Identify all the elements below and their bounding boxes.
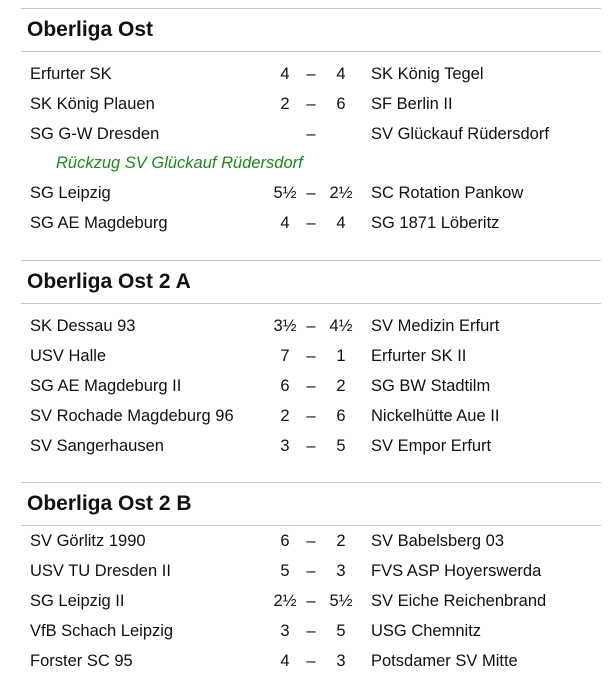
match-row: [21, 401, 601, 431]
home-team: SG Leipzig: [30, 184, 111, 202]
section-title: Oberliga Ost 2 B: [21, 483, 601, 526]
away-team: SV Empor Erfurt: [371, 437, 492, 455]
home-score: 4: [280, 214, 290, 232]
score-separator: –: [306, 377, 316, 395]
away-score: 2½: [329, 184, 353, 202]
home-team: Erfurter SK: [30, 65, 112, 83]
match-row: [21, 371, 601, 401]
score-separator: –: [306, 184, 316, 202]
home-score: 3½: [273, 317, 297, 335]
away-team: Potsdamer SV Mitte: [371, 652, 518, 670]
home-score: 2½: [273, 592, 297, 610]
home-team: SG AE Magdeburg II: [30, 377, 182, 395]
match-row: [21, 311, 601, 341]
away-score: 2: [336, 532, 346, 550]
match-row: [21, 59, 601, 89]
score-separator: –: [306, 622, 316, 640]
match-row: [21, 616, 601, 646]
match-row: [21, 431, 601, 461]
away-team: Erfurter SK II: [371, 347, 467, 365]
score-separator: –: [306, 437, 316, 455]
match-row: [21, 556, 601, 586]
home-score: 6: [280, 532, 290, 550]
score-separator: –: [306, 652, 316, 670]
away-score: 6: [336, 407, 346, 425]
away-score: 1: [336, 347, 346, 365]
match-row: [21, 341, 601, 371]
home-team: SG G-W Dresden: [30, 125, 160, 143]
section-title: Oberliga Ost: [21, 9, 601, 52]
home-score: 3: [280, 622, 290, 640]
away-score: 3: [336, 652, 346, 670]
away-team: SV Eiche Reichenbrand: [371, 592, 547, 610]
match-row: [21, 586, 601, 616]
match-row: [21, 119, 601, 149]
withdrawal-note: Rückzug SV Glückauf Rüdersdorf: [56, 154, 303, 172]
score-separator: –: [306, 317, 316, 335]
score-separator: –: [306, 532, 316, 550]
away-team: Nickelhütte Aue II: [371, 407, 500, 425]
away-score: 2: [336, 377, 346, 395]
away-score: 6: [336, 95, 346, 113]
home-team: SV Görlitz 1990: [30, 532, 146, 550]
match-row: [21, 89, 601, 119]
section-oberliga-ost-2a: [21, 260, 601, 461]
home-team: SV Rochade Magdeburg 96: [30, 407, 234, 425]
away-score: 4: [336, 65, 346, 83]
score-separator: –: [306, 347, 316, 365]
section-title: Oberliga Ost 2 A: [21, 261, 601, 304]
home-score: 6: [280, 377, 290, 395]
score-separator: –: [306, 592, 316, 610]
away-score: 3: [336, 562, 346, 580]
away-team: SG BW Stadtilm: [371, 377, 491, 395]
away-team: SV Babelsberg 03: [371, 532, 505, 550]
away-team: SC Rotation Pankow: [371, 184, 524, 202]
away-score: 4: [336, 214, 346, 232]
home-score: 7: [280, 347, 290, 365]
away-score: 4½: [329, 317, 353, 335]
home-score: 2: [280, 95, 290, 113]
away-score: 5: [336, 437, 346, 455]
match-row: [21, 178, 601, 208]
home-score: 5: [280, 562, 290, 580]
away-team: SF Berlin II: [371, 95, 453, 113]
home-team: SV Sangerhausen: [30, 437, 164, 455]
score-separator: –: [306, 562, 316, 580]
home-score: 4: [280, 652, 290, 670]
match-row: [21, 526, 601, 556]
home-team: USV Halle: [30, 347, 107, 365]
score-separator: –: [306, 214, 316, 232]
score-separator: –: [306, 125, 316, 143]
away-score: 5½: [329, 592, 353, 610]
away-team: SG 1871 Löberitz: [371, 214, 500, 232]
section-oberliga-ost-2b: [21, 482, 601, 676]
home-team: USV TU Dresden II: [30, 562, 171, 580]
home-team: SG Leipzig II: [30, 592, 125, 610]
score-separator: –: [306, 95, 316, 113]
away-team: SK König Tegel: [371, 65, 484, 83]
away-team: SV Medizin Erfurt: [371, 317, 500, 335]
section-oberliga-ost: [21, 8, 601, 238]
home-team: Forster SC 95: [30, 652, 133, 670]
score-separator: –: [306, 65, 316, 83]
match-row: [21, 646, 601, 676]
home-team: SK Dessau 93: [30, 317, 136, 335]
home-score: 2: [280, 407, 290, 425]
home-team: VfB Schach Leipzig: [30, 622, 174, 640]
home-team: SK König Plauen: [30, 95, 155, 113]
score-separator: –: [306, 407, 316, 425]
away-team: USG Chemnitz: [371, 622, 482, 640]
home-score: 4: [280, 65, 290, 83]
match-row: [21, 208, 601, 238]
home-score: 5½: [273, 184, 297, 202]
home-score: 3: [280, 437, 290, 455]
away-score: 5: [336, 622, 346, 640]
away-team: FVS ASP Hoyerswerda: [371, 562, 542, 580]
away-team: SV Glückauf Rüdersdorf: [371, 125, 549, 143]
home-team: SG AE Magdeburg: [30, 214, 168, 232]
